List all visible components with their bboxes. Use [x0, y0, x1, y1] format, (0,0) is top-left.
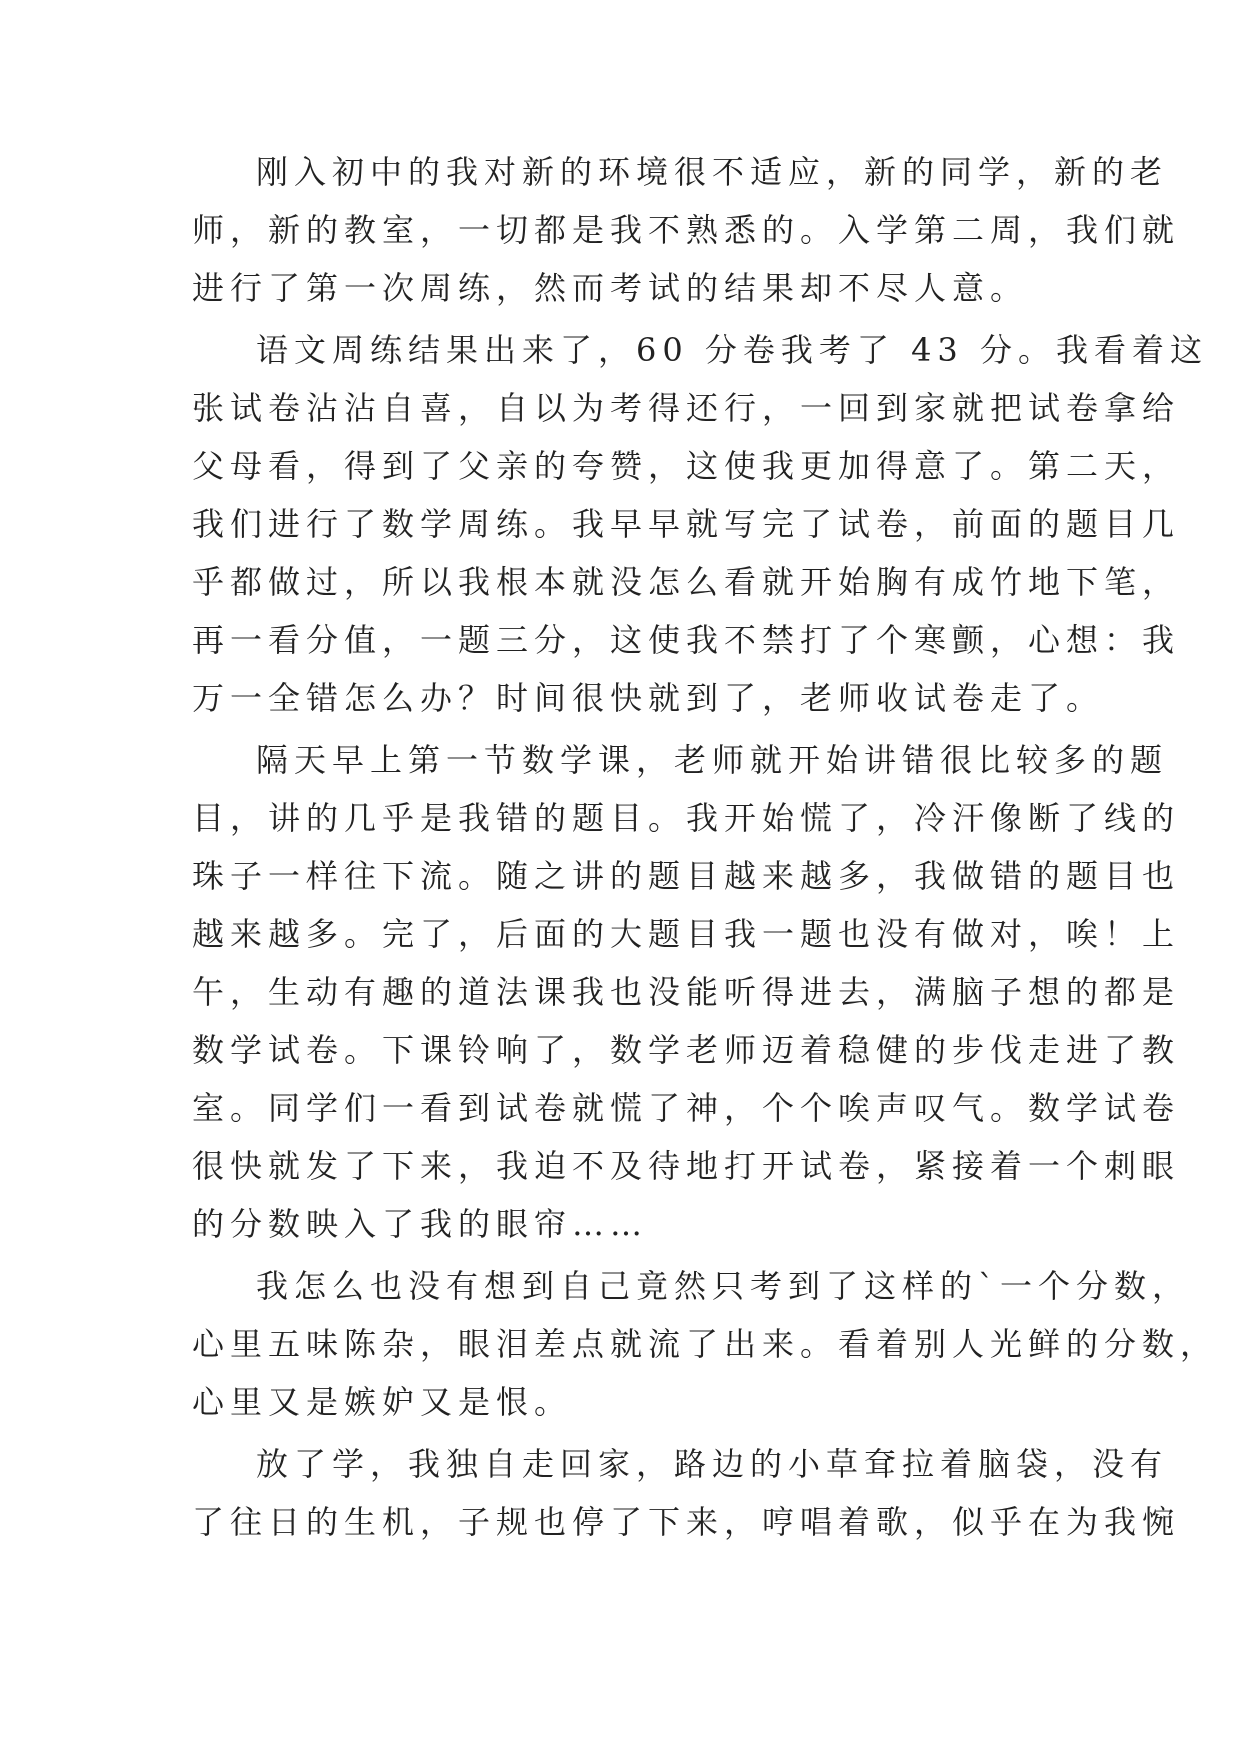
paragraph-line: 心里五味陈杂，眼泪差点就流了出来。看着别人光鲜的分数，	[192, 1325, 1219, 1363]
paragraph-line: 放了学，我独自走回家，路边的小草耷拉着脑袋，没有	[256, 1445, 1169, 1483]
paragraph-line: 午，生动有趣的道法课我也没能听得进去，满脑子想的都是	[192, 973, 1181, 1011]
paragraph-line: 的分数映入了我的眼帘……	[192, 1205, 649, 1243]
paragraph-line: 室。同学们一看到试卷就慌了神，个个唉声叹气。数学试卷	[192, 1089, 1181, 1127]
paragraph-line: 张试卷沾沾自喜，自以为考得还行，一回到家就把试卷拿给	[192, 389, 1181, 427]
paragraph-4	[192, 1257, 1219, 1431]
paragraph-line: 越来越多。完了，后面的大题目我一题也没有做对，唉！上	[192, 915, 1181, 953]
paragraph-1	[192, 143, 1181, 317]
paragraph-2	[192, 321, 1208, 727]
paragraph-line: 数学试卷。下课铃响了，数学老师迈着稳健的步伐走进了教	[192, 1031, 1181, 1069]
paragraph-line: 隔天早上第一节数学课，老师就开始讲错很比较多的题	[256, 741, 1169, 779]
paragraph-line: 师，新的教室，一切都是我不熟悉的。入学第二周，我们就	[192, 211, 1181, 249]
paragraph-line: 目，讲的几乎是我错的题目。我开始慌了，冷汗像断了线的	[192, 799, 1181, 837]
paragraph-line: 我们进行了数学周练。我早早就写完了试卷，前面的题目几	[192, 505, 1181, 543]
paragraph-line: 万一全错怎么办？时间很快就到了，老师收试卷走了。	[192, 679, 1105, 717]
paragraph-line: 很快就发了下来，我迫不及待地打开试卷，紧接着一个刺眼	[192, 1147, 1181, 1185]
essay-body	[192, 143, 1219, 1551]
paragraph-line: 心里又是嫉妒又是恨。	[192, 1383, 573, 1421]
paragraph-line: 语文周练结果出来了，60 分卷我考了 43 分。我看着这	[256, 331, 1208, 369]
paragraph-line: 刚入初中的我对新的环境很不适应，新的同学，新的老	[256, 153, 1169, 191]
paragraph-5	[192, 1435, 1181, 1551]
paragraph-line: 我怎么也没有想到自己竟然只考到了这样的`一个分数，	[256, 1267, 1191, 1305]
paragraph-line: 再一看分值，一题三分，这使我不禁打了个寒颤，心想：我	[192, 621, 1181, 659]
paragraph-line: 乎都做过，所以我根本就没怎么看就开始胸有成竹地下笔，	[192, 563, 1181, 601]
paragraph-line: 珠子一样往下流。随之讲的题目越来越多，我做错的题目也	[192, 857, 1181, 895]
paragraph-line: 了往日的生机，子规也停了下来，哼唱着歌，似乎在为我惋	[192, 1503, 1181, 1541]
paragraph-3	[192, 731, 1181, 1253]
paragraph-line: 父母看，得到了父亲的夸赞，这使我更加得意了。第二天，	[192, 447, 1181, 485]
paragraph-line: 进行了第一次周练，然而考试的结果却不尽人意。	[192, 269, 1029, 307]
